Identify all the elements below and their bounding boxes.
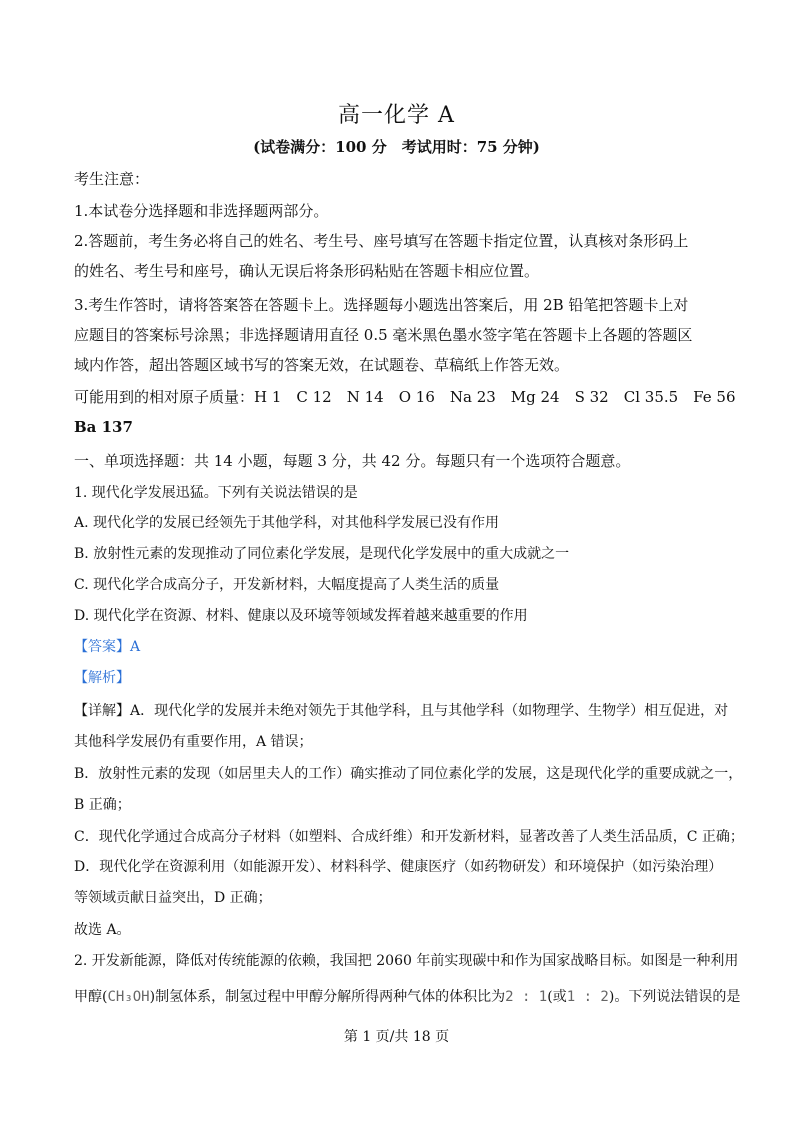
notice-item-3-line-1: 3.考生作答时，请将答案答在答题卡上。选择题每小题选出答案后，用 2B 铅笔把答题卡上对 bbox=[74, 296, 689, 314]
atomic-mass-line-1: 可能用到的相对原子质量：H 1 C 12 N 14 O 16 Na 23 Mg 24 S 32 Cl 35.5 Fe 56 bbox=[74, 388, 736, 406]
atomic-mass-line-2: Ba 137 bbox=[74, 418, 133, 436]
question-2-text-b: )制氢体系，制氢过程中甲醇分解所得两种气体的体积比为 bbox=[149, 989, 506, 1005]
question-1-detail-line-3: B．放射性元素的发现（如居里夫人的工作）确实推动了同位素化学的发展，这是现代化学的重要成就之一， bbox=[74, 766, 743, 782]
volume-ratio-2: 1 : 2 bbox=[566, 989, 609, 1005]
question-2-text-a: 甲醇( bbox=[74, 989, 108, 1005]
volume-ratio-1: 2 : 1 bbox=[505, 989, 548, 1005]
section-1-heading: 一、单项选择题：共 14 小题，每题 3 分，共 42 分。每题只有一个选项符合题意。 bbox=[74, 452, 631, 470]
question-2-line-1: 2. 开发新能源，降低对传统能源的依赖，我国把 2060 年前实现碳中和作为国家战略目标。如图是一种利用 bbox=[74, 953, 739, 969]
question-1-detail-line-4: B 正确； bbox=[74, 797, 131, 813]
question-1-detail-line-7: 等领域贡献日益突出，D 正确； bbox=[74, 890, 272, 906]
question-1-detail-line-6: D．现代化学在资源利用（如能源开发）、材料科学、健康医疗（如药物研发）和环境保护（如污染治理） bbox=[74, 859, 723, 875]
exam-subtitle: (试卷满分：100 分 考试用时：75 分钟) bbox=[253, 138, 540, 156]
question-1-option-b: B. 放射性元素的发现推动了同位素化学发展，是现代化学发展中的重大成就之一 bbox=[74, 546, 570, 562]
methanol-formula: CH₃OH bbox=[107, 989, 150, 1005]
notice-heading: 考生注意： bbox=[74, 170, 150, 188]
question-2-text-c: (或 bbox=[547, 989, 567, 1005]
notice-item-2-line-1: 2.答题前，考生务必将自己的姓名、考生号、座号填写在答题卡指定位置，认真核对条形码上 bbox=[74, 232, 689, 250]
exam-title: 高一化学 A bbox=[338, 103, 455, 128]
question-1-option-d: D. 现代化学在资源、材料、健康以及环境等领域发挥着越来越重要的作用 bbox=[74, 608, 528, 624]
page-number: 第 1 页/共 18 页 bbox=[343, 1029, 450, 1045]
question-1-stem: 1. 现代化学发展迅猛。下列有关说法错误的是 bbox=[74, 485, 358, 501]
question-1-option-a: A. 现代化学的发展已经领先于其他学科，对其他科学发展已没有作用 bbox=[74, 515, 500, 531]
question-2-line-2 bbox=[74, 986, 741, 1006]
question-1-detail-line-2: 其他科学发展仍有重要作用，A 错误； bbox=[74, 734, 313, 750]
question-1-option-c: C. 现代化学合成高分子，开发新材料，大幅度提高了人类生活的质量 bbox=[74, 577, 500, 593]
notice-item-3-line-2: 应题目的答案标号涂黑；非选择题请用直径 0.5 毫米黑色墨水签字笔在答题卡上各题的答题区 bbox=[74, 326, 693, 344]
notice-item-3-line-3: 域内作答，超出答题区域书写的答案无效，在试题卷、草稿纸上作答无效。 bbox=[74, 356, 570, 374]
question-1-answer: 【答案】A bbox=[74, 639, 141, 655]
notice-item-2-line-2: 的姓名、考生号和座号，确认无误后将条形码粘贴在答题卡相应位置。 bbox=[74, 262, 540, 280]
question-1-analysis-label: 【解析】 bbox=[74, 670, 130, 686]
question-1-detail-line-5: C．现代化学通过合成高分子材料（如塑料、合成纤维）和开发新材料，显著改善了人类生活品质，C 正确； bbox=[74, 829, 744, 845]
question-1-detail-line-1: 【详解】A．现代化学的发展并未绝对领先于其他学科，且与其他学科（如物理学、生物学）相互促进，对 bbox=[74, 703, 729, 719]
notice-item-1: 1.本试卷分选择题和非选择题两部分。 bbox=[74, 202, 329, 220]
question-2-text-d: )。下列说法错误的是 bbox=[608, 989, 741, 1005]
question-1-conclusion: 故选 A。 bbox=[74, 922, 131, 938]
